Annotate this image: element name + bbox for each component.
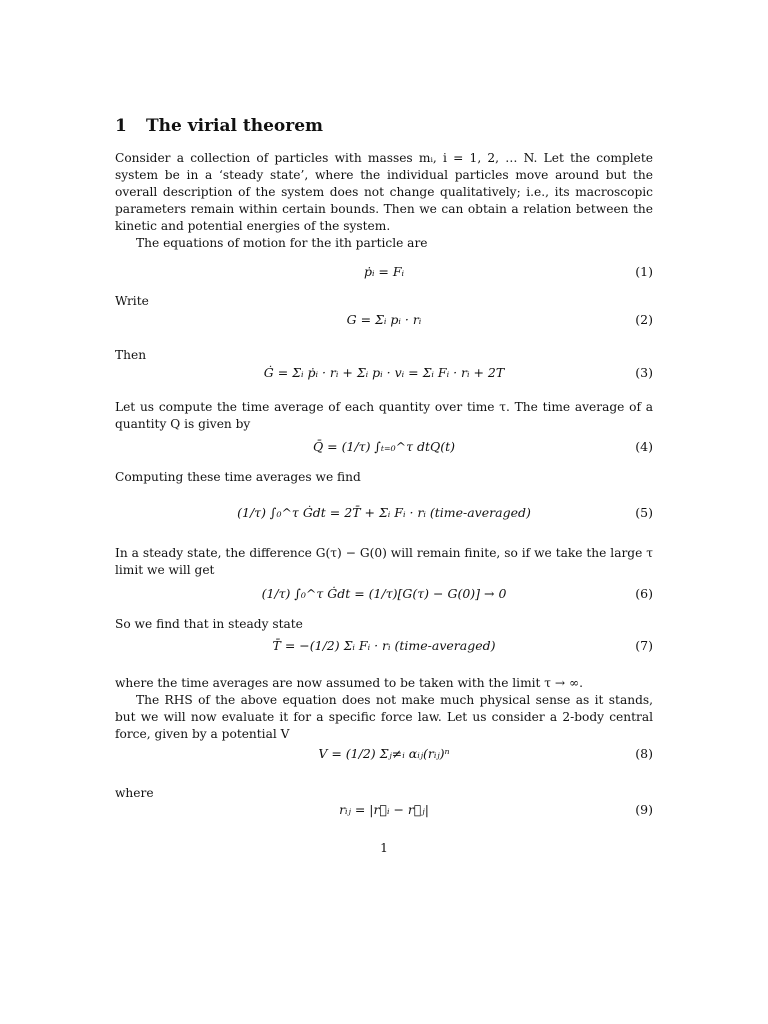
equation-1-tag: (1) (635, 264, 653, 279)
paragraph-rhs: The RHS of the above equation does not make much physical sense as it stands, but we will now evaluate it for a specific force law. Let us consider a 2-body central force, given by a potential V (115, 693, 653, 741)
paragraph-so-we-find: So we find that in steady state (115, 617, 303, 631)
equation-3 (115, 362, 653, 384)
equation-5-tag: (5) (635, 505, 653, 520)
equation-4-tag: (4) (635, 439, 653, 454)
equation-9-tag: (9) (635, 802, 653, 817)
paragraph-equations-of-motion: The equations of motion for the ith particle are (136, 236, 428, 250)
equation-8-expr: V = (1/2) Σⱼ≠ᵢ αᵢⱼ(rᵢⱼ)ⁿ (318, 746, 450, 761)
equation-2-expr: G = Σᵢ pᵢ · rᵢ (346, 312, 422, 327)
equation-8 (115, 743, 653, 765)
equation-6-tag: (6) (635, 586, 653, 601)
paragraph-computing: Computing these time averages we find (115, 470, 361, 484)
equation-7-expr: T̄ = −(1/2) Σᵢ Fᵢ · rᵢ (time-averaged) (272, 638, 496, 653)
equation-2 (115, 309, 653, 331)
equation-4-expr: Q̄ = (1/τ) ∫ₜ₌₀^τ dtQ(t) (312, 439, 456, 454)
section-title: The virial theorem (146, 116, 324, 136)
equation-1-expr: ṗᵢ = Fᵢ (363, 264, 405, 279)
paragraph-steady-state: In a steady state, the difference G(τ) − G(0) will remain finite, so if we take the large τ limit we will get (115, 546, 653, 577)
section-number: 1 (115, 116, 127, 136)
equation-4 (115, 436, 653, 458)
equation-9-expr: rᵢⱼ = |r⃗ᵢ − r⃗ⱼ| (339, 802, 429, 817)
paragraph-time-average: Let us compute the time average of each quantity over time τ. The time average of a quantity Q is given by (115, 400, 653, 431)
equation-5-expr: (1/τ) ∫₀^τ Ġdt = 2T̄ + Σᵢ Fᵢ · rᵢ (time-averaged) (237, 505, 531, 520)
label-then: Then (115, 348, 147, 362)
label-where: where (115, 786, 154, 800)
equation-1 (115, 261, 653, 283)
paragraph-limit: where the time averages are now assumed to be taken with the limit τ → ∞. (115, 676, 584, 690)
equation-2-tag: (2) (635, 312, 653, 327)
equation-8-tag: (8) (635, 746, 653, 761)
label-write: Write (115, 294, 149, 308)
equation-3-tag: (3) (635, 365, 653, 380)
equation-6-expr: (1/τ) ∫₀^τ Ġdt = (1/τ)[G(τ) − G(0)] → 0 (261, 586, 507, 601)
equation-7 (115, 635, 653, 657)
equation-3-expr: Ġ = Σᵢ ṗᵢ · rᵢ + Σᵢ pᵢ · vᵢ = Σᵢ Fᵢ · rᵢ + 2T (263, 365, 505, 380)
equation-5 (115, 502, 653, 524)
equation-7-tag: (7) (635, 638, 653, 653)
section-heading (115, 116, 323, 136)
paper-page (115, 0, 653, 1024)
equation-9 (115, 799, 653, 821)
equation-6 (115, 583, 653, 605)
paragraph-intro: Consider a collection of particles with masses mᵢ, i = 1, 2, … N. Let the complete system be in a ‘steady state’, where the individual particles move around but the overall description of the system does not change qualitatively; i.e., its macroscopic parameters remain within certain bounds. Then we can obtain a relation between the kinetic and potential energies of the system. (115, 151, 653, 233)
page-number: 1 (380, 841, 388, 855)
